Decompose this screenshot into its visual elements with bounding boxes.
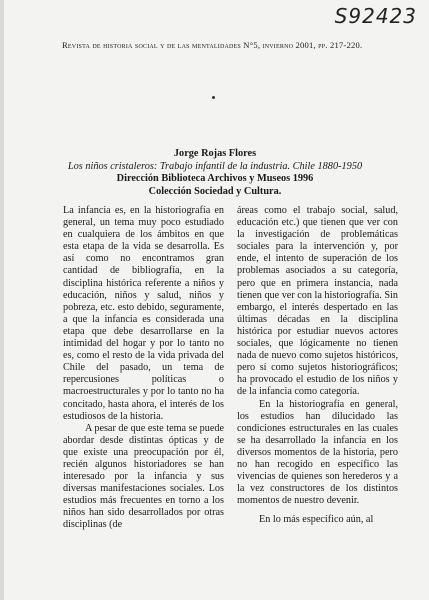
paragraph: En la historiografía en general, los estudios han dilucidado las condiciones estructurales en las cuales se ha desarrollado la infancia en los diversos momentos de la historia, pero no han recogido en específico las vivencias de quienes son herederos y a la vez constructores de los distintos momentos de nuestro devenir. (237, 398, 398, 507)
paragraph: La infancia es, en la historiografía en general, un tema muy poco estudiado en cualquiera de los ámbitos en que esta etapa de la vida se desarrolla. Es así como no encontramos gran cantidad de bibliografía, en la disciplina histórica referente a niños y educación, niños y salud, niños y pobreza, etc. esto debido, seguramente, a que la infancia es considerada una etapa que debe desarrollarse en la intimidad del hogar y por lo tanto no es, como el resto de la vida privada del Chile del pasado, un tema de repercusiones políticas o macroestructurales y por lo tanto no ha concitado, hasta ahora, el interés de los estudiosos de la historia. (63, 205, 224, 422)
ink-speck (212, 96, 215, 99)
paragraph: áreas como el trabajo social, salud, educación etc.) que tienen que ver con la investigación de problemáticas sociales para la intervención y, por ende, el intento de superación de los problemas asociados a su categoría, pero que en primera instancia, nada tienen que ver con la historiografía. Sin embargo, el interés despertado en las últimas décadas en la disciplina histórica por estudiar nuevos actores sociales, que lógicamente no tienen nada de nuevo como sujetos históricos, pero sí como sujetos historiográficos; ha provocado el estudio de los niños y de la infancia como categoría. (237, 205, 398, 398)
book-author: Jorge Rojas Flores (173, 148, 257, 159)
paragraph: En lo más específico aún, al (259, 514, 374, 526)
book-reference (55, 148, 375, 198)
book-title: Los niños cristaleros: Trabajo infantil de la industria. Chile 1880-1950 (67, 160, 363, 172)
book-publisher: Dirección Biblioteca Archivos y Museos 1996 (116, 173, 314, 185)
running-head: Revista de historia social y de las mentalidades N°5, invierno 2001, pp. 217-220. (62, 40, 363, 50)
page-edge-shadow (0, 0, 4, 600)
book-series: Colección Sociedad y Cultura. (148, 185, 282, 197)
paragraph: A pesar de que este tema se puede abordar desde distintas ópticas y de que existe una preocupación por él, recién algunos historiadores se han interesado por la infancia y sus diversas manifestaciones sociales. Los estudios más frecuentes en torno a los niños han sido desarrollados por otras disciplinas (de (63, 422, 224, 531)
text-column-left (63, 205, 224, 532)
text-column-right (237, 205, 398, 526)
handwritten-catalog-number: S92423 (334, 4, 417, 28)
